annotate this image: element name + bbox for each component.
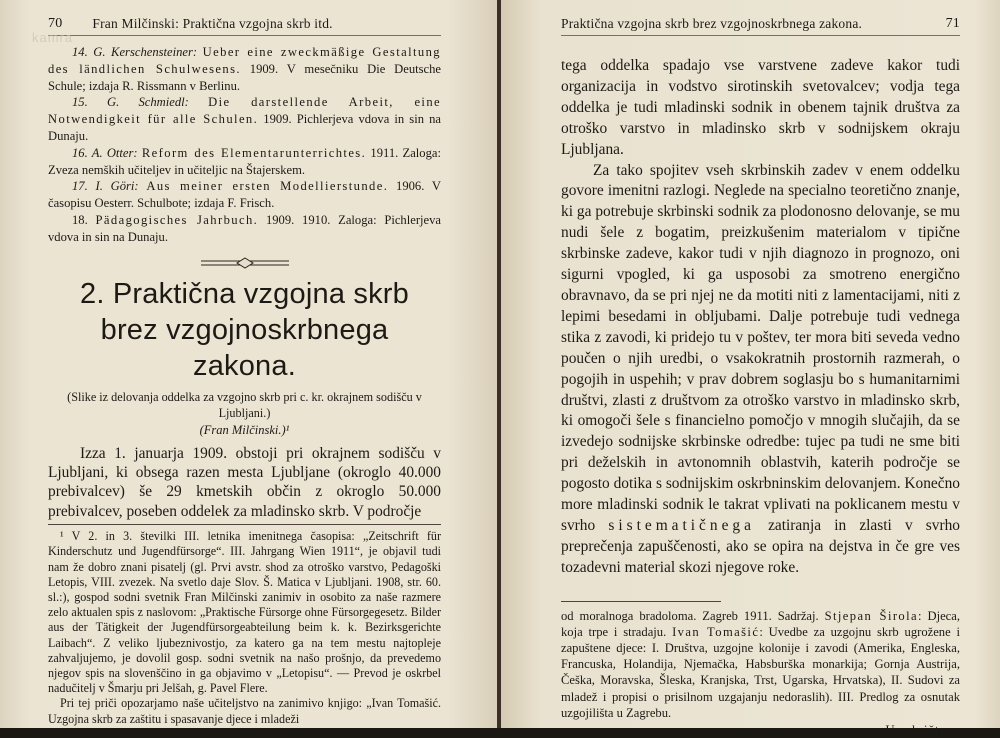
chapter-title: 2. Praktična vzgojna skrb brez vzgojnoskrbnega zakona. (80, 277, 409, 382)
right-page (501, 0, 1000, 738)
bibliography-item: 16. A. Otter: Reform des Elementarunterrichtes. 1911. Zaloga: Zveza nemških učiteljev in učiteljic na Štajerskem. (48, 145, 441, 177)
running-header-right (561, 16, 960, 36)
paragraph: tega oddelka spadajo vse varstvene zadeve kakor tudi organizacija in vodstvo sirotinskih svetovalcev; vodja tega oddelka je tudi mladinski sodnik in obenem tajnik društva za otroško varstvo in mladinsko skrb v sodnijskem okraju Ljubljana. (561, 57, 960, 158)
signature: Uredništvo. (885, 723, 960, 738)
footnote-paragraph: Pri tej priči opozarjamo naše učiteljstvo na zanimivo knjigo: „Ivan Tomašić. Uzgojna skrb za zaštitu i spasavanje djece i mladeži (48, 696, 441, 726)
bibliography-item: 17. I. Göri: Aus meiner ersten Modellierstunde. 1906. V časopisu Oesterr. Schulbote; izdaja F. Frisch. (48, 179, 441, 211)
bibliography-item: 18. Pädagogisches Jahrbuch. 1909. 1910. Zaloga: Pichlerjeva vdova in sin na Dunaju. (48, 212, 441, 244)
bibliography-item: 15. G. Schmiedl: Die darstellende Arbeit, eine Notwendigkeit für alle Schulen. 1909. Pichlerjeva vdova in sin na Dunaju. (48, 95, 442, 143)
running-head-right: Praktična vzgojna skrb brez vzgojnoskrbnega zakona. (561, 16, 863, 31)
bibliography-item: 14. G. Kerschensteiner: Ueber eine zweckmäßige Gestaltung des ländlichen Schulwesens. 1909. V mesečniku Die Deutsche Schule; izdaja R. Rissmann v Berlinu. (48, 45, 442, 93)
footnote-right (561, 608, 960, 721)
bibliography-list (48, 44, 441, 246)
paragraph: Za tako spojitev vseh skrbinskih zadev v enem oddelku govore imenitni razlogi. Neglede na specialno teoretično znanje, ki ga potrebuje skrbinski sodnik za plodonosno delovanje, se mu nudi šele z bogatim, preizkušenim materialom v tipične skrbinske zadeve, kakor tudi v njih diagnozo in prognozo, oni sigurni vpogled, ki ga usposobi za smotreno energično obravnavo, da se pri njej ne da motiti niti z lamentacijami, niti z lepimi besedami in obljubami. Dalje potrebuje tudi vednega stika z zavodi, ki pridejo tu v poštev, ter mora biti seveda vedno poučen o njih uredbi, o vsakokratnih prostornih razmerah, o pogojih in uspehih; v prav dobrem soglasju bo s humanitarnimi društvi, zlasti z društvom za otroško varstvo in mladinsko skrb, ki omogoči šele s financielno pomočjo v mnogih slučajih, da se izvedejo sodnijske skrbinske odredbe: tujec pa tudi ne sme biti pri deželskih in avtonomnih oblastvih, katerih področje se pogosto dotika s sodnijskim oskrbninskim delovanjem. Konečno more mladinski sodnik le takrat vplivati na poklicanem mestu v svrho sistematičnega zatiranja in zlasti v svrho preprečenja zapuščenosti, ako se opira na dejstva in če gre ves tozadevni material skozi njegove roke. (561, 161, 960, 576)
body-text-left (48, 444, 441, 522)
chapter-subtitle: (Slike iz delovanja oddelka za vzgojno skrb pri c. kr. okrajnem sodišču v Ljubljani.) (67, 389, 422, 420)
chapter-author: (Fran Milčinski.)¹ (199, 422, 290, 437)
footnote-paragraph: od moralnoga bradoloma. Zagreb 1911. Sadržaj. Stjepan Širola: Djeca, koja trpe i stradaju. Ivan Tomašić: Uvedbe za uzgojnu skrb ugrožene i zapuštene djece: I. Društva, uzgojne kolonije i zavodi (Amerika, Engleska, Francuska, Holandija, Njemačka, Habsburška monarkija; Gornja Austrija, Češka, Moravska, Šleska, Kranjska, Trst, Ugarska, Hrvatska), II. Sudovi za mladež i propisi o prisilnom uzgajanju nedoraslih). III. Predlog za osnutak uzgojilišta u Zagrebu. (561, 608, 960, 720)
footnote-rule (561, 601, 721, 602)
footnote-paragraph: ¹ V 2. in 3. številki III. letnika imenitnega časopisa: „Zeitschrift für Kinderschutz und Jugendfürsorge“. III. Jahrgang Wien 1911“, je objavil tudi nam že dobro znani pisatelj (gl. Prvi avstr. shod za otroško varstvo, Pedagoški Letopis, VIII. zvezek. Na svetlo daje Slov. Š. Matica v Ljubljani. 1908, str. 60. sl.:), gospod sodni svetnik Fran Milčinski zanimiv in osobito za naše razmere zelo aktualen spis z naslovom: „Praktische Fürsorge ohne Fürsorgegesetz. Bilder aus der Tätigkeit der Jugendfürsorgeabteilung beim k. k. Bezirksgerichte Laibach“. Z veliko ljubeznivostjo, za katero ga na tem mestu najtopleje zahvaljujemo, je dovolil gosp. sodni svetnik na našo prošnjo, da prevedemo njegov spis na slovenščino in ga objavimo v „Letopisu“. — Prevod je oskrbel nadučitelj v Šmarju pri Jelšah, g. Pavel Flere. (48, 529, 441, 696)
body-text-right (561, 56, 960, 579)
footnote-rule (48, 524, 441, 525)
left-page (0, 0, 497, 728)
paragraph: Izza 1. januarja 1909. obstoji pri okrajnem sodišču v Ljubljani, ki obsega razen mesta Ljubljane (okroglo 40.000 prebivalcev) še 29 kmetskih občin z okroglo 50.000 prebivalcev, poseben oddelek za mladinsko skrb. V področje (48, 444, 441, 520)
running-header-left (48, 16, 441, 36)
footnote-left (48, 529, 441, 727)
page-number-left: 70 (48, 16, 63, 31)
watermark: kamra (32, 30, 74, 45)
page-number-right: 71 (945, 16, 960, 31)
ornament-divider (201, 256, 289, 268)
running-head-left: Fran Milčinski: Praktična vzgojna skrb itd. (92, 16, 333, 31)
